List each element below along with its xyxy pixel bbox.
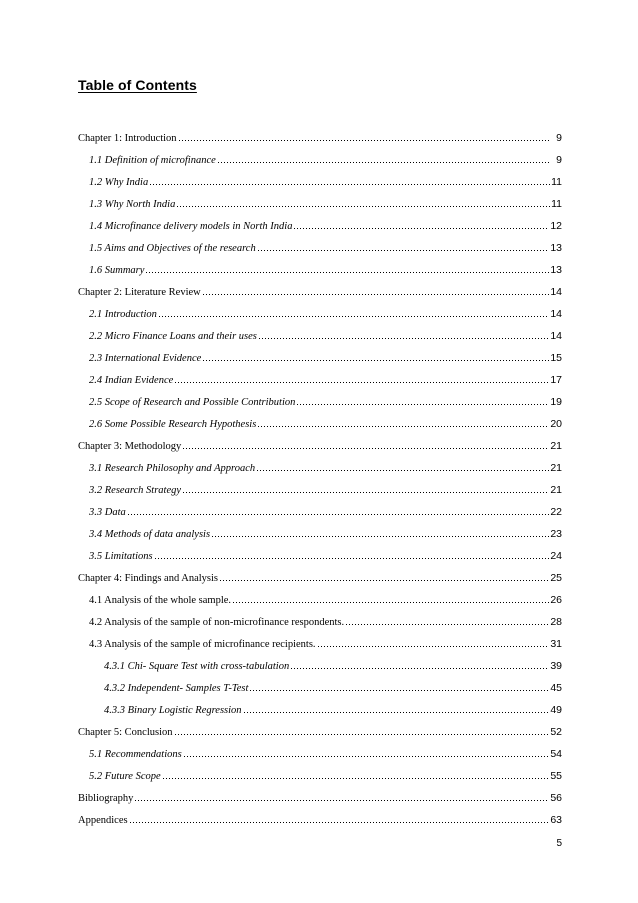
- dot-leader: [219, 579, 549, 582]
- toc-entry[interactable]: [78, 188, 562, 210]
- dot-leader: [178, 139, 551, 142]
- toc-entry-label: 3.4 Methods of data analysis: [89, 529, 211, 540]
- toc-entry-page-number: 31: [550, 638, 562, 650]
- toc-entry[interactable]: [78, 628, 562, 650]
- dot-leader: [211, 535, 549, 538]
- toc-entry-label: 1.5 Aims and Objectives of the research: [89, 243, 256, 254]
- dot-leader: [249, 689, 549, 692]
- toc-entry-page-number: 54: [550, 748, 562, 760]
- dot-leader: [149, 183, 550, 186]
- toc-entry-page-number: 49: [550, 704, 562, 716]
- toc-entry-label: Appendices: [78, 815, 128, 826]
- toc-entry-label: 4.2 Analysis of the sample of non-microfinance respondents.: [89, 617, 345, 628]
- toc-entry-page-number: 23: [550, 528, 562, 540]
- page-number: 5: [556, 838, 562, 849]
- toc-entry[interactable]: [78, 232, 562, 254]
- toc-entry-page-number: 9: [556, 132, 562, 144]
- toc-entry-label: 3.3 Data: [89, 507, 126, 518]
- toc-entry-page-number: 45: [550, 682, 562, 694]
- dot-leader: [182, 491, 549, 494]
- dot-leader: [127, 513, 550, 516]
- toc-entry[interactable]: [78, 716, 562, 738]
- toc-entry-page-number: 21: [550, 440, 562, 452]
- toc-entry-page-number: 12: [550, 220, 562, 232]
- toc-entry-page-number: 11: [551, 176, 562, 188]
- toc-entry-label: 3.5 Limitations: [89, 551, 153, 562]
- toc-entry[interactable]: [78, 364, 562, 386]
- toc-entry-page-number: 15: [550, 352, 562, 364]
- toc-entry-page-number: 63: [550, 814, 562, 826]
- toc-entry-label: 5.2 Future Scope: [89, 771, 161, 782]
- toc-entry-label: 1.3 Why North India: [89, 199, 176, 210]
- dot-leader: [129, 821, 550, 824]
- dot-leader: [183, 755, 550, 758]
- dot-leader: [290, 667, 549, 670]
- toc-entry-page-number: 21: [550, 462, 562, 474]
- toc-entry[interactable]: [78, 738, 562, 760]
- dot-leader: [176, 205, 550, 208]
- toc-entry[interactable]: [78, 694, 562, 716]
- dot-leader: [257, 425, 549, 428]
- toc-entry-label: 1.2 Why India: [89, 177, 149, 188]
- dot-leader: [256, 469, 549, 472]
- toc-entry-page-number: 26: [550, 594, 562, 606]
- dot-leader: [345, 623, 549, 626]
- toc-entry[interactable]: [78, 342, 562, 364]
- dot-leader: [134, 799, 549, 802]
- dot-leader: [158, 315, 549, 318]
- toc-entry-page-number: 14: [550, 330, 562, 342]
- toc-entry[interactable]: [78, 276, 562, 298]
- toc-entry-page-number: 28: [550, 616, 562, 628]
- toc-entry[interactable]: [78, 144, 562, 166]
- toc-entry[interactable]: [78, 650, 562, 672]
- toc-entry[interactable]: [78, 606, 562, 628]
- toc-entry-label: 2.1 Introduction: [89, 309, 157, 320]
- toc-entry-page-number: 11: [551, 198, 562, 210]
- toc-entry-label: 1.6 Summary: [89, 265, 145, 276]
- toc-entry[interactable]: [78, 254, 562, 276]
- toc-entry-label: 3.1 Research Philosophy and Approach: [89, 463, 256, 474]
- toc-list: [78, 122, 562, 826]
- toc-entry-page-number: 56: [550, 792, 562, 804]
- dot-leader: [154, 557, 550, 560]
- toc-entry-label: Chapter 2: Literature Review: [78, 287, 201, 298]
- toc-entry-page-number: 13: [550, 264, 562, 276]
- toc-entry[interactable]: [78, 584, 562, 606]
- toc-entry-label: 4.3 Analysis of the sample of microfinance recipients.: [89, 639, 316, 650]
- toc-entry[interactable]: [78, 452, 562, 474]
- toc-entry[interactable]: [78, 562, 562, 584]
- toc-entry-label: Chapter 5: Conclusion: [78, 727, 173, 738]
- toc-entry-page-number: 13: [550, 242, 562, 254]
- toc-entry-page-number: 24: [550, 550, 562, 562]
- dot-leader: [257, 249, 550, 252]
- toc-entry-page-number: 55: [550, 770, 562, 782]
- toc-entry[interactable]: [78, 166, 562, 188]
- toc-entry[interactable]: [78, 760, 562, 782]
- toc-entry-label: 4.3.1 Chi- Square Test with cross-tabulation: [104, 661, 290, 672]
- dot-leader: [296, 403, 549, 406]
- dot-leader: [174, 381, 549, 384]
- toc-entry-page-number: 22: [550, 506, 562, 518]
- toc-entry[interactable]: [78, 474, 562, 496]
- toc-entry[interactable]: [78, 496, 562, 518]
- toc-entry-label: 3.2 Research Strategy: [89, 485, 182, 496]
- dot-leader: [162, 777, 550, 780]
- dot-leader: [202, 359, 549, 362]
- dot-leader: [293, 227, 549, 230]
- dot-leader: [145, 271, 549, 274]
- toc-entry-label: Chapter 3: Methodology: [78, 441, 182, 452]
- toc-entry-page-number: 21: [550, 484, 562, 496]
- dot-leader: [243, 711, 550, 714]
- toc-entry-label: Chapter 1: Introduction: [78, 133, 177, 144]
- toc-entry[interactable]: [78, 518, 562, 540]
- toc-entry-page-number: 19: [550, 396, 562, 408]
- toc-entry[interactable]: [78, 430, 562, 452]
- toc-entry[interactable]: [78, 804, 562, 826]
- toc-entry-label: 5.1 Recommendations: [89, 749, 182, 760]
- toc-entry[interactable]: [78, 386, 562, 408]
- page-title: Table of Contents: [78, 77, 197, 93]
- toc-entry[interactable]: [78, 782, 562, 804]
- toc-entry-label: 2.2 Micro Finance Loans and their uses: [89, 331, 257, 342]
- toc-entry-label: 2.5 Scope of Research and Possible Contribution: [89, 397, 296, 408]
- toc-entry-page-number: 25: [550, 572, 562, 584]
- toc-entry-label: 2.3 International Evidence: [89, 353, 202, 364]
- toc-entry[interactable]: [78, 672, 562, 694]
- toc-entry-page-number: 52: [550, 726, 562, 738]
- toc-entry-label: 1.1 Definition of microfinance: [89, 155, 216, 166]
- toc-entry[interactable]: [78, 408, 562, 430]
- toc-entry-page-number: 9: [556, 154, 562, 166]
- dot-leader: [174, 733, 550, 736]
- dot-leader: [217, 161, 551, 164]
- toc-entry-page-number: 20: [550, 418, 562, 430]
- toc-entry-label: 1.4 Microfinance delivery models in North India: [89, 221, 293, 232]
- toc-entry-label: Chapter 4: Findings and Analysis: [78, 573, 218, 584]
- toc-entry-page-number: 14: [550, 286, 562, 298]
- toc-entry[interactable]: [78, 210, 562, 232]
- toc-entry[interactable]: [78, 122, 562, 144]
- toc-entry-page-number: 39: [550, 660, 562, 672]
- toc-entry-label: 2.4 Indian Evidence: [89, 375, 174, 386]
- toc-entry-label: 4.3.2 Independent- Samples T-Test: [104, 683, 249, 694]
- toc-entry-page-number: 14: [550, 308, 562, 320]
- toc-entry-label: 4.1 Analysis of the whole sample.: [89, 595, 232, 606]
- dot-leader: [317, 645, 550, 648]
- dot-leader: [202, 293, 550, 296]
- toc-entry[interactable]: [78, 298, 562, 320]
- toc-entry[interactable]: [78, 540, 562, 562]
- dot-leader: [232, 601, 549, 604]
- toc-entry-label: Bibliography: [78, 793, 134, 804]
- dot-leader: [258, 337, 549, 340]
- toc-entry-label: 4.3.3 Binary Logistic Regression: [104, 705, 242, 716]
- toc-entry-label: 2.6 Some Possible Research Hypothesis: [89, 419, 257, 430]
- toc-entry[interactable]: [78, 320, 562, 342]
- dot-leader: [182, 447, 549, 450]
- toc-entry-page-number: 17: [550, 374, 562, 386]
